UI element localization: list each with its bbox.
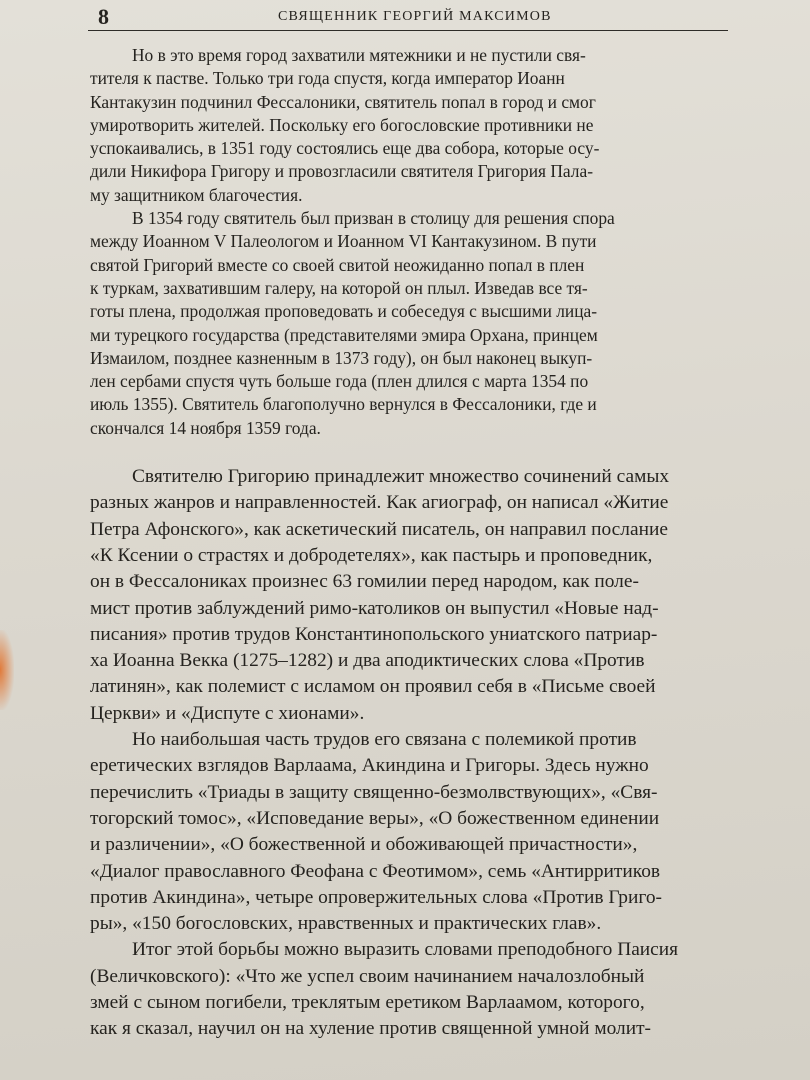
paragraph-line: готы плена, продолжая проповедовать и собеседуя с высшими лица- xyxy=(90,301,598,322)
paragraph-line: успокаивались, в 1351 году состоялись еще два собора, которые осу- xyxy=(90,138,600,159)
paragraph-line: разных жанров и направленностей. Как агиограф, он написал «Житие xyxy=(90,492,669,514)
paragraph-line: святой Григорий вместе со своей свитой неожиданно попал в плен xyxy=(90,254,585,275)
paragraph-line: лен сербами спустя чуть больше года (плен длился с марта 1354 по xyxy=(90,371,589,392)
paragraph-line: (Величковского): «Что же успел своим начинанием началозлобный xyxy=(90,965,645,987)
page-header xyxy=(88,6,728,31)
paragraph-line: и различении», «О божественной и обоживающей причастности», xyxy=(90,834,638,856)
section-gap xyxy=(90,440,730,464)
page-edge-shadow xyxy=(0,630,14,710)
paragraph-line: «Диалог православного Феофана с Феотимом», семь «Антирритиков xyxy=(90,860,661,882)
paragraph-line: ры», «150 богословских, нравственных и практических глав». xyxy=(90,913,602,935)
paragraph-line: Петра Афонского», как аскетический писатель, он направил послание xyxy=(90,518,668,540)
running-head: СВЯЩЕННИК ГЕОРГИЙ МАКСИМОВ xyxy=(278,9,552,24)
paragraph-line: тогорский томос», «Исповедание веры», «О божественном единении xyxy=(90,807,660,829)
paragraph-line: «К Ксении о страстях и добродетелях», как пастырь и проповедник, xyxy=(90,544,653,566)
paragraph-line: Но в это время город захватили мятежники и не пустили свя- xyxy=(132,45,586,65)
paragraph-line: писания» против трудов Константинопольского униатского патриар- xyxy=(90,623,658,645)
paragraph-line: тителя к пастве. Только три года спустя, когда император Иоанн xyxy=(90,68,565,89)
paragraph-3 xyxy=(90,464,730,727)
page-body xyxy=(90,44,730,1043)
paragraph-line: июль 1355). Святитель благополучно вернулся в Фессалоники, где и xyxy=(90,394,597,415)
page-number: 8 xyxy=(98,4,109,29)
paragraph-line: змей с сыном погибели, треклятым еретиком Варлаамом, которого, xyxy=(90,991,645,1013)
paragraph-2 xyxy=(90,207,730,440)
paragraph-line: ми турецкого государства (представителями эмира Орхана, принцем xyxy=(90,324,598,345)
paragraph-line: против Акиндина», четыре опровержительных слова «Против Григо- xyxy=(90,886,663,908)
paragraph-line: Итог этой борьбы можно выразить словами преподобного Паисия xyxy=(132,939,679,961)
paragraph-line: скончался 14 ноября 1359 года. xyxy=(90,417,321,438)
paragraph-line: он в Фессалониках произнес 63 гомилии перед народом, как поле- xyxy=(90,571,639,593)
paragraph-line: Кантакузин подчинил Фессалоники, святитель попал в город и смог xyxy=(90,91,596,112)
paragraph-line: между Иоанном V Палеологом и Иоанном VI Кантакузином. В пути xyxy=(90,231,597,252)
paragraph-1 xyxy=(90,44,730,207)
paragraph-line: перечислить «Триады в защиту священно-безмолвствующих», «Свя- xyxy=(90,781,658,803)
paragraph-line: еретических взглядов Варлаама, Акиндина и Григоры. Здесь нужно xyxy=(90,755,649,777)
paragraph-line: Святителю Григорию принадлежит множество сочинений самых xyxy=(132,466,670,488)
paragraph-5 xyxy=(90,937,730,1042)
paragraph-line: как я сказал, научил он на хуление против священной умной молит- xyxy=(90,1018,652,1040)
paragraph-line: му защитником благочестия. xyxy=(90,184,303,205)
paragraph-line: мист против заблуждений римо-католиков он выпустил «Новые над- xyxy=(90,597,659,619)
paragraph-line: латинян», как полемист с исламом он проявил себя в «Письме своей xyxy=(90,676,656,698)
paragraph-line: Измаилом, позднее казненным в 1373 году), он был наконец выкуп- xyxy=(90,347,593,368)
paragraph-line: Но наибольшая часть трудов его связана с полемикой против xyxy=(132,729,637,751)
paragraph-line: дили Никифора Григору и провозгласили святителя Григория Пала- xyxy=(90,161,593,182)
paragraph-4 xyxy=(90,727,730,937)
paragraph-line: к туркам, захватившим галеру, на которой он плыл. Изведав все тя- xyxy=(90,277,588,298)
paragraph-line: ха Иоанна Векка (1275–1282) и два аподиктических слова «Против xyxy=(90,650,645,672)
paragraph-line: В 1354 году святитель был призван в столицу для решения спора xyxy=(132,208,615,229)
paragraph-line: Церкви» и «Диспуте с хионами». xyxy=(90,702,365,724)
paragraph-line: умиротворить жителей. Поскольку его богословские противники не xyxy=(90,114,594,135)
